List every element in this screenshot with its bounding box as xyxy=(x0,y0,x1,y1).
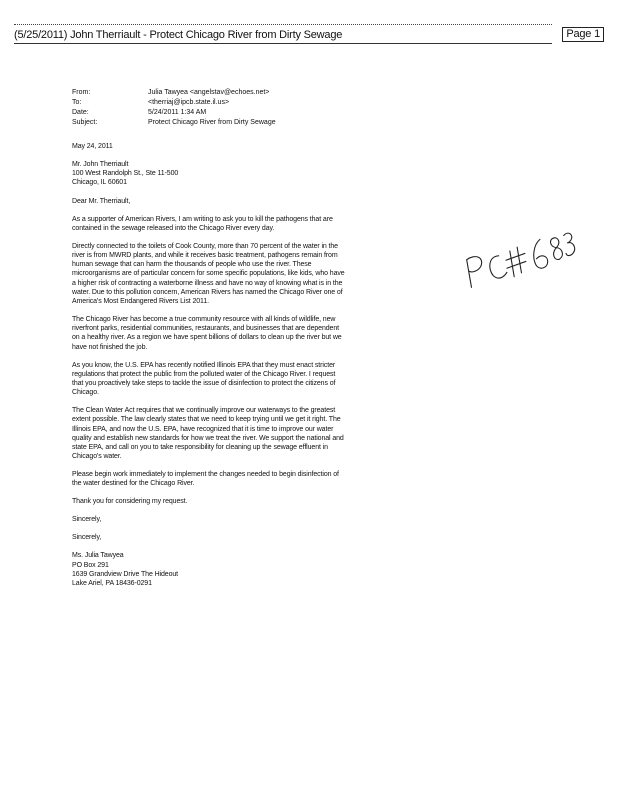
meta-label: To: xyxy=(72,99,82,106)
signature-line: PO Box 291 xyxy=(72,561,109,569)
paragraph: The Clean Water Act requires that we continually improve our waterways to the greatest extent possible. The law clearly states that we need to keep trying until we get it right. The Illinois EPA, and now the U.S. EPA, have recognized that it is time to improve our water quality and establish new standards for how we treat the river. We support the national and state EPA, and call on you to take responsibility for cleaning up the sewage effluent in Chicago's water. xyxy=(72,407,344,461)
header-bottom-rule xyxy=(14,43,552,44)
salutation: Dear Mr. Therriault, xyxy=(72,197,131,205)
handwritten-pc-number xyxy=(456,221,588,313)
recipient-address xyxy=(72,160,347,188)
address-line: Chicago, IL 60601 xyxy=(72,179,127,187)
meta-value: 5/24/2011 1:34 AM xyxy=(148,109,207,116)
meta-row-subject xyxy=(72,118,276,128)
signature-line: Lake Ariel, PA 18436-0291 xyxy=(72,580,152,588)
page-number: Page 1 xyxy=(562,27,604,42)
document-header xyxy=(14,28,604,42)
closing: Sincerely, xyxy=(72,516,102,524)
signature-line: Ms. Julia Tawyea xyxy=(72,552,124,560)
email-meta xyxy=(72,88,276,128)
paragraph: As a supporter of American Rivers, I am writing to ask you to kill the pathogens that are contained in the sewage released into the Chicago River every day. xyxy=(72,215,333,232)
meta-row-from xyxy=(72,88,276,98)
paragraph: Thank you for considering my request. xyxy=(72,498,188,506)
handwritten-pc-number-mark xyxy=(456,221,587,308)
paragraph: Please begin work immediately to implement the changes needed to begin disinfection of the water destined for the Chicago River. xyxy=(72,471,339,488)
meta-row-to xyxy=(72,98,276,108)
paragraph: Directly connected to the toilets of Cook County, more than 70 percent of the water in the river is from MWRD plants, and while it receives basic treatment, pathogens remain from human sewage that can harm the thousands of people who use the river. These microorganisms are of particular concern for some specific populations, like kids, who have a higher risk of contracting a waterborne illness and have no way of knowing what is in the water. Due to this pollution concern, American Rivers has named the Chicago River one of America's Most Endangered Rivers List 2011. xyxy=(72,242,345,306)
paragraph: The Chicago River has become a true community resource with all kinds of wildlife, new riverfront parks, residential communities, restaurants, and businesses that are dependent on a healthy river. As a region we have spent billions of dollars to clean up the river but we have not finished the job. xyxy=(72,316,342,351)
address-line: Mr. John Therriault xyxy=(72,161,129,168)
meta-value: <therriaj@ipcb.state.il.us> xyxy=(148,99,230,106)
signature-line: 1639 Grandview Drive The Hideout xyxy=(72,570,179,578)
letter-date: May 24, 2011 xyxy=(72,143,113,150)
meta-label: Subject: xyxy=(72,119,98,126)
meta-value: Protect Chicago River from Dirty Sewage xyxy=(148,119,276,126)
closing: Sincerely, xyxy=(72,534,102,542)
meta-label: Date: xyxy=(72,109,89,116)
header-title: (5/25/2011) John Therriault - Protect Chicago River from Dirty Sewage xyxy=(14,29,343,41)
letter-body xyxy=(72,142,347,588)
meta-row-date xyxy=(72,108,276,118)
header-top-rule xyxy=(14,24,552,25)
address-line: 100 West Randolph St., Ste 11-500 xyxy=(72,170,179,178)
signature-block xyxy=(72,551,347,588)
meta-label: From: xyxy=(72,89,91,96)
meta-value: Julia Tawyea <angelstav@echoes.net> xyxy=(148,89,270,96)
paragraph: As you know, the U.S. EPA has recently notified Illinois EPA that they must enact stricter regulations that protect the public from the polluted water of the Chicago River. I request that you proactively take steps to tackle the issue of disinfection to protect the citizens of Chicago. xyxy=(72,361,336,397)
